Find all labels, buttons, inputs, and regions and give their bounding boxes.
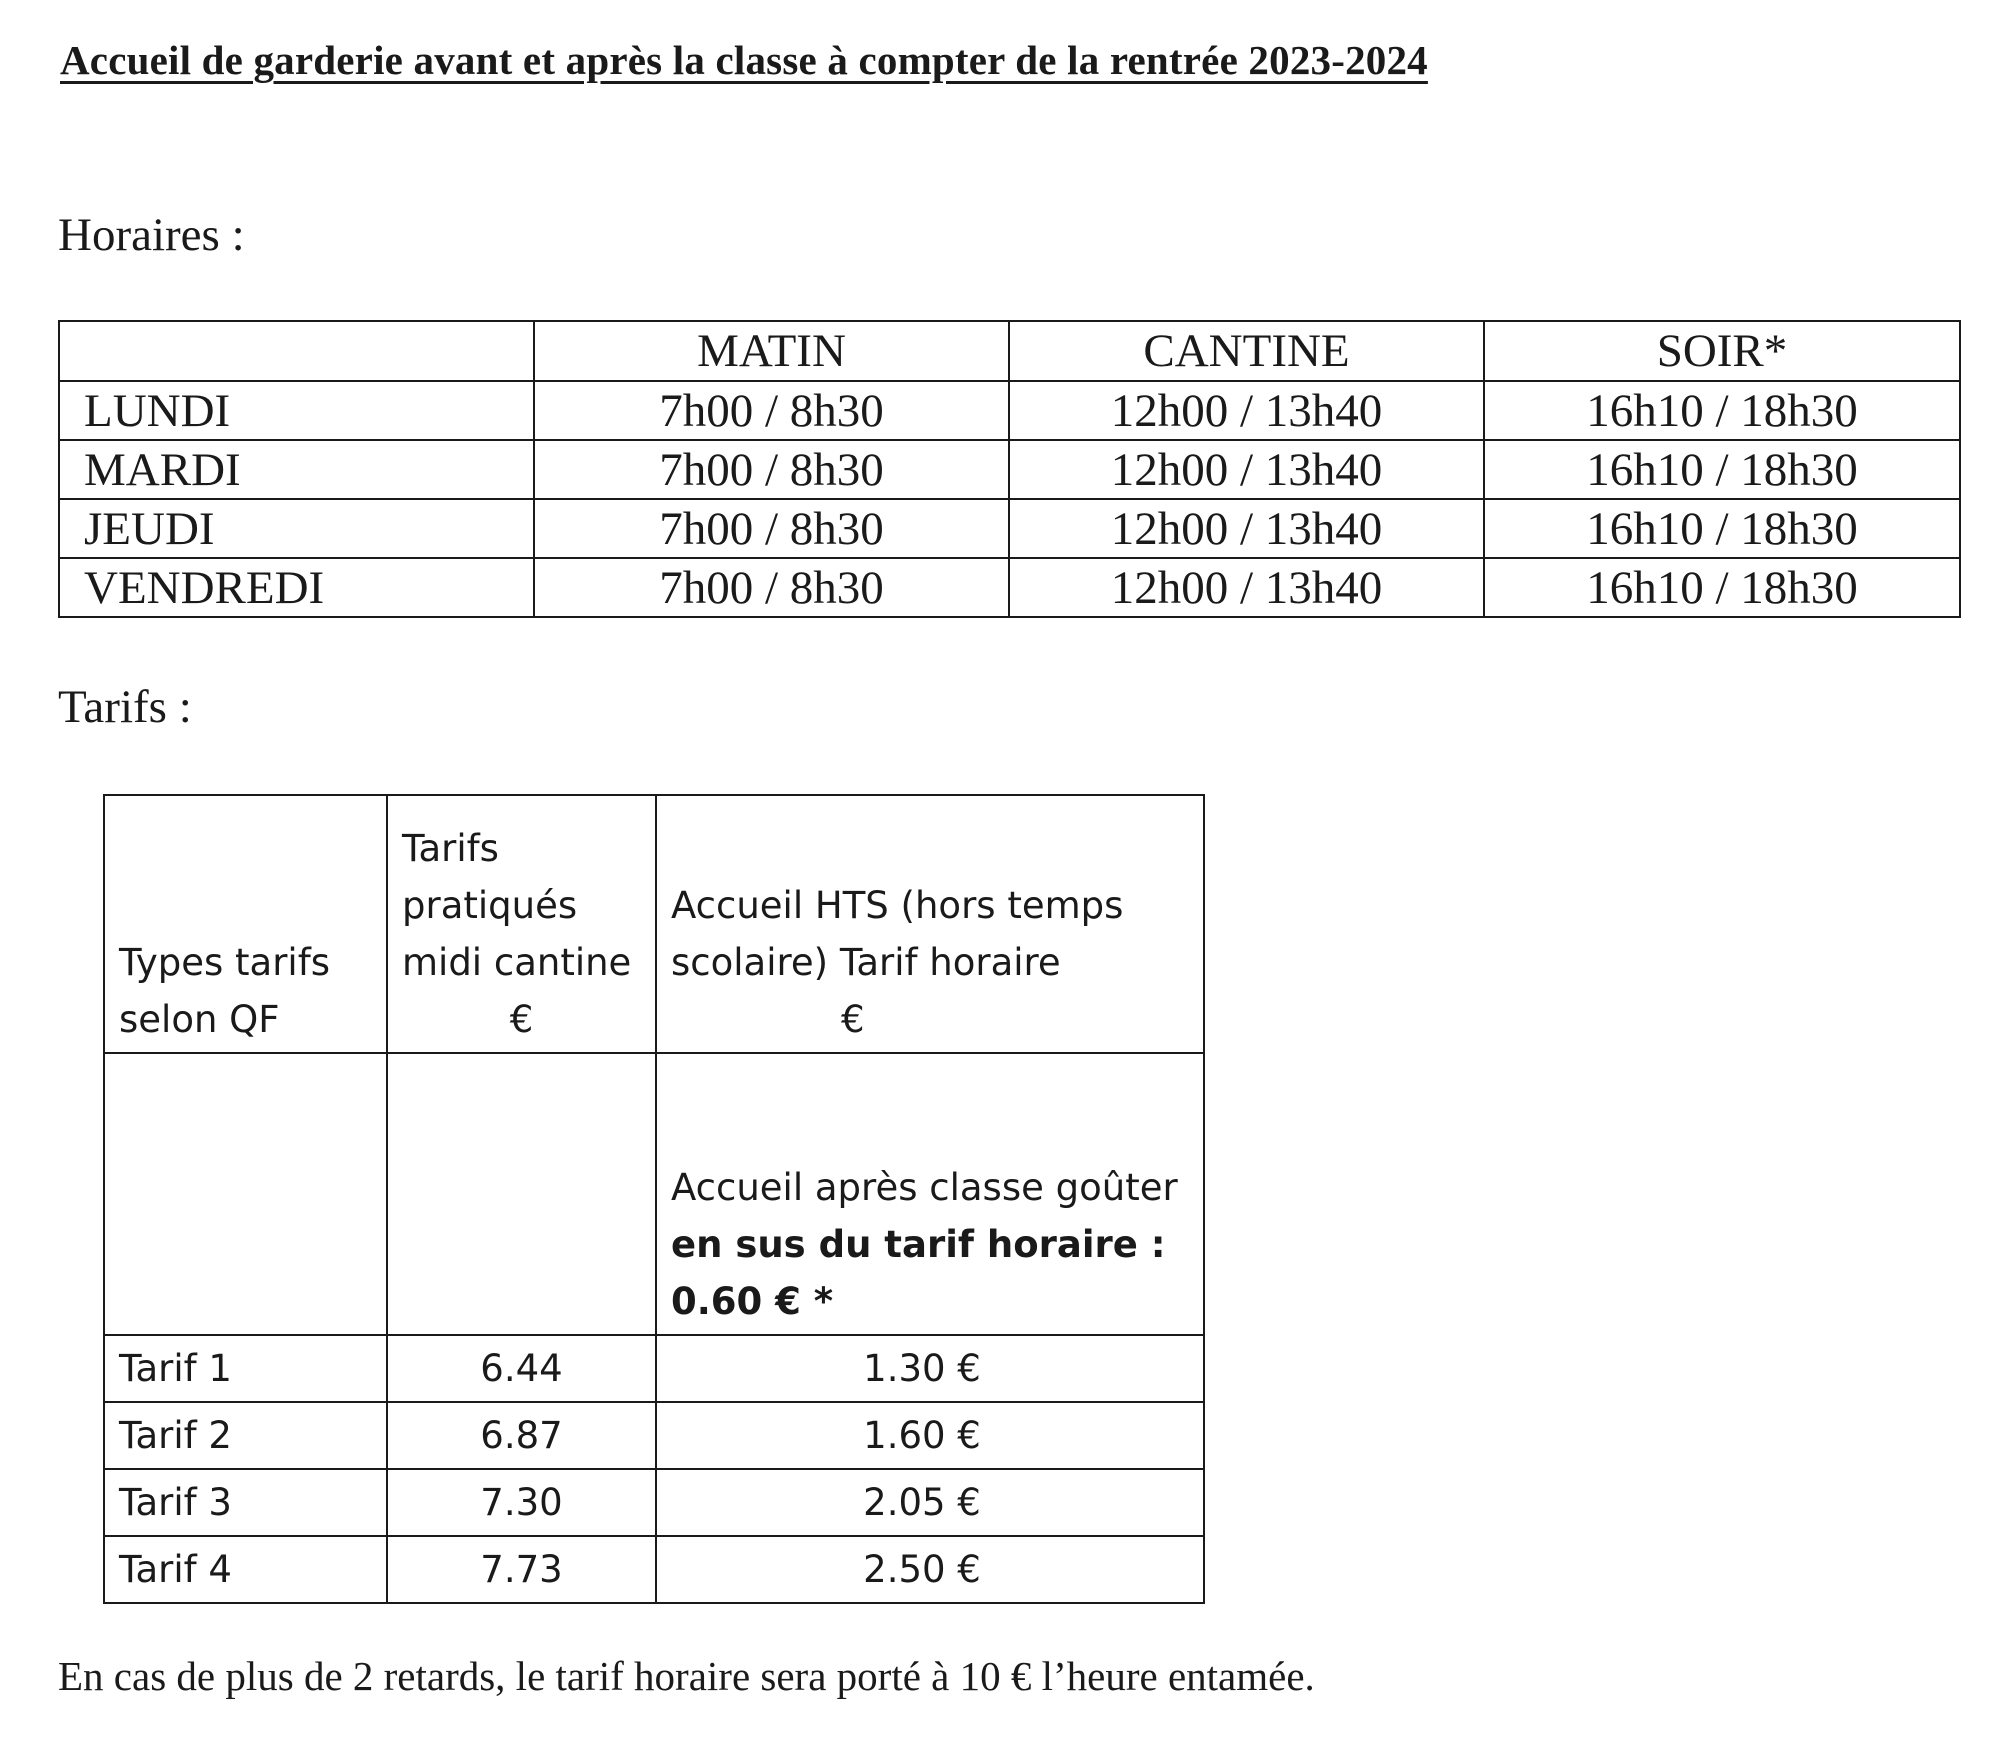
tarifs-table (103, 794, 1205, 1604)
hts-price-cell: 1.30 € (656, 1335, 1204, 1402)
day-cell: LUNDI (59, 381, 534, 440)
tarifs-heading: Tarifs : (58, 681, 192, 733)
header-types-line: selon QF (119, 998, 280, 1041)
header-tarifs-cantine (387, 795, 656, 1053)
header-cantine-line: midi cantine (402, 941, 632, 984)
table-row (104, 1335, 1204, 1402)
table-row (104, 1469, 1204, 1536)
matin-cell: 7h00 / 8h30 (534, 381, 1009, 440)
cantine-price-cell: 6.44 (387, 1335, 656, 1402)
cantine-cell: 12h00 / 13h40 (1009, 558, 1484, 617)
soir-cell: 16h10 / 18h30 (1484, 558, 1960, 617)
table-row (104, 1402, 1204, 1469)
tarif-name-cell: Tarif 4 (104, 1536, 387, 1603)
header-cantine-currency: € (509, 998, 534, 1041)
header-hts-line: Accueil HTS (hors temps (671, 884, 1124, 927)
hts-price-cell: 2.50 € (656, 1536, 1204, 1603)
header-accueil-hts (656, 795, 1204, 1053)
cantine-cell: 12h00 / 13h40 (1009, 499, 1484, 558)
tarifs-header-row (104, 795, 1204, 1053)
gouter-note-line: en sus du tarif horaire : (671, 1223, 1166, 1266)
header-types-tarifs (104, 795, 387, 1053)
gouter-note-line: Accueil après classe goûter (671, 1166, 1178, 1209)
tarif-name-cell: Tarif 3 (104, 1469, 387, 1536)
table-row (104, 1536, 1204, 1603)
cantine-price-cell: 7.73 (387, 1536, 656, 1603)
horaires-header-cantine: CANTINE (1009, 321, 1484, 381)
horaires-table (58, 320, 1961, 618)
cantine-price-cell: 7.30 (387, 1469, 656, 1536)
empty-cell (104, 1053, 387, 1335)
horaires-heading: Horaires : (58, 209, 245, 261)
matin-cell: 7h00 / 8h30 (534, 440, 1009, 499)
day-cell: VENDREDI (59, 558, 534, 617)
horaires-header-empty (59, 321, 534, 381)
table-row (59, 381, 1960, 440)
gouter-row (104, 1053, 1204, 1335)
empty-cell (387, 1053, 656, 1335)
header-hts-line: scolaire) Tarif horaire (671, 941, 1061, 984)
horaires-header-row (59, 321, 1960, 381)
gouter-note-cell (656, 1053, 1204, 1335)
horaires-header-soir: SOIR* (1484, 321, 1960, 381)
header-cantine-line: Tarifs (402, 827, 499, 870)
header-cantine-line: pratiqués (402, 884, 578, 927)
late-fee-note: En cas de plus de 2 retards, le tarif horaire sera porté à 10 € l’heure entamée. (58, 1653, 1315, 1699)
header-hts-currency: € (841, 998, 865, 1041)
table-row (59, 558, 1960, 617)
hts-price-cell: 2.05 € (656, 1469, 1204, 1536)
cantine-cell: 12h00 / 13h40 (1009, 440, 1484, 499)
table-row (59, 499, 1960, 558)
cantine-cell: 12h00 / 13h40 (1009, 381, 1484, 440)
table-row (59, 440, 1960, 499)
hts-price-cell: 1.60 € (656, 1402, 1204, 1469)
tarif-name-cell: Tarif 1 (104, 1335, 387, 1402)
gouter-price: 0.60 € * (671, 1280, 834, 1323)
matin-cell: 7h00 / 8h30 (534, 499, 1009, 558)
matin-cell: 7h00 / 8h30 (534, 558, 1009, 617)
soir-cell: 16h10 / 18h30 (1484, 440, 1960, 499)
soir-cell: 16h10 / 18h30 (1484, 499, 1960, 558)
header-types-line: Types tarifs (119, 941, 330, 984)
cantine-price-cell: 6.87 (387, 1402, 656, 1469)
soir-cell: 16h10 / 18h30 (1484, 381, 1960, 440)
day-cell: MARDI (59, 440, 534, 499)
horaires-header-matin: MATIN (534, 321, 1009, 381)
document-title: Accueil de garderie avant et après la classe à compter de la rentrée 2023-2024 (60, 37, 1428, 83)
day-cell: JEUDI (59, 499, 534, 558)
tarif-name-cell: Tarif 2 (104, 1402, 387, 1469)
